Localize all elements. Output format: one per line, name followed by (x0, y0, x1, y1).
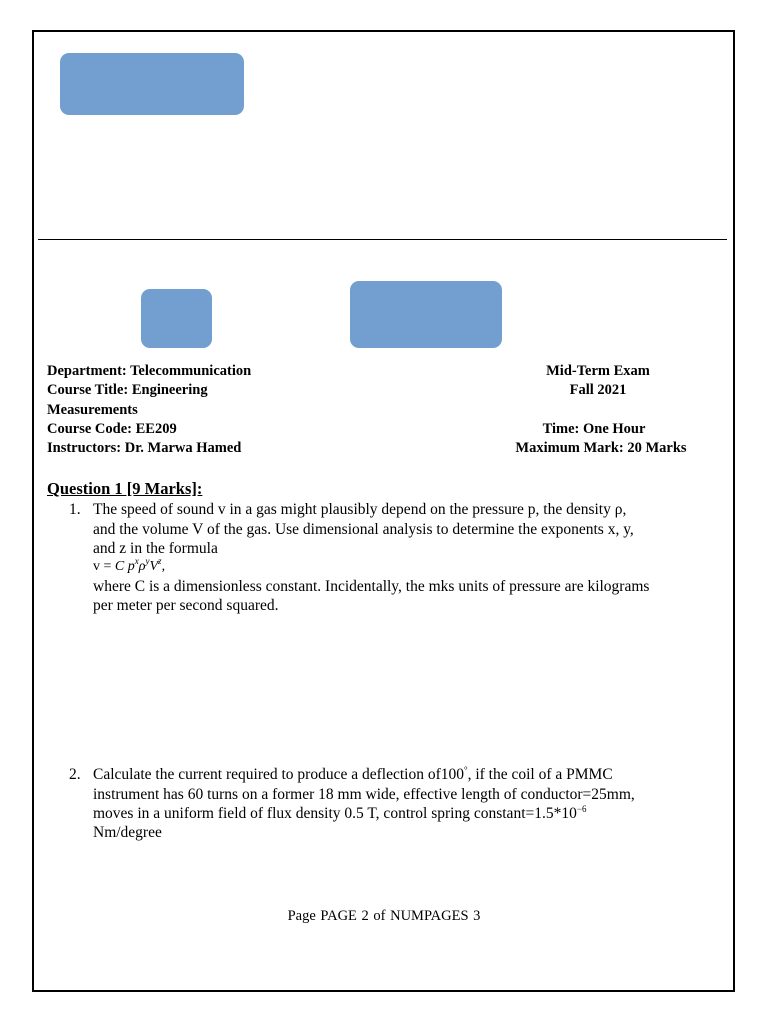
course-code-label: Course Code: EE209 (47, 421, 177, 437)
item-1-number: 1. (69, 501, 81, 518)
deflection-value: 100 (440, 766, 464, 783)
formula-comma: , (161, 559, 166, 574)
logo-placeholder-small (141, 289, 212, 348)
instructors-label: Instructors: Dr. Marwa Hamed (47, 440, 242, 456)
item-1-line-4: where C is a dimensionless constant. Incidentally, the mks units of pressure are kilograms (93, 578, 650, 595)
item-1-line-5: per meter per second squared. (93, 597, 279, 614)
formula-rho: ρ (138, 559, 146, 574)
formula-exponent-y: y (145, 556, 150, 566)
page-footer: Page PAGE 2 of NUMPAGES 3 (287, 908, 481, 924)
course-title-label: Course Title: Engineering (47, 382, 208, 398)
item-2-line-3 (93, 805, 586, 823)
spring-constant-exponent: −6 (576, 804, 587, 814)
item-2-line-3-text: moves in a uniform field of flux density 0.5 T, control spring constant=1.5* (93, 805, 562, 822)
spring-constant-base: 10 (561, 805, 577, 822)
item-1-line-2: and the volume V of the gas. Use dimensional analysis to determine the exponents x, y, (93, 521, 634, 538)
formula-exponent-z: z (158, 556, 162, 566)
formula-c-p: C p (114, 559, 135, 574)
item-2-number: 2. (69, 766, 81, 783)
item-2-line-1 (93, 766, 613, 784)
logo-placeholder-wide (350, 281, 502, 348)
course-title-continuation: Measurements (47, 402, 138, 418)
speed-of-sound-formula (93, 556, 166, 575)
exam-type: Mid-Term Exam (546, 363, 650, 379)
formula-lhs: v = (93, 559, 115, 574)
item-2-line-1-text: Calculate the current required to produce a deflection of (93, 766, 441, 783)
exam-term: Fall 2021 (569, 382, 627, 398)
max-mark: Maximum Mark: 20 Marks (515, 440, 687, 456)
exam-time: Time: One Hour (542, 421, 646, 437)
item-1-line-3: and z in the formula (93, 540, 218, 557)
logo-placeholder-top (60, 53, 244, 115)
formula-exponent-x: x (134, 556, 139, 566)
item-1-line-1: The speed of sound v in a gas might plausibly depend on the pressure p, the density ρ, (93, 501, 627, 518)
formula-volume: V (149, 559, 159, 574)
item-2-line-1-tail: , if the coil of a PMMC (467, 766, 613, 783)
department-label: Department: Telecommunication (47, 363, 252, 379)
question-1-title: Question 1 [9 Marks]: (47, 479, 203, 498)
degree-symbol: ° (463, 765, 468, 775)
item-2-line-4: Nm/degree (93, 824, 162, 841)
item-2-line-2: instrument has 60 turns on a former 18 mm wide, effective length of conductor=25mm, (93, 786, 635, 803)
header-divider (38, 239, 727, 240)
